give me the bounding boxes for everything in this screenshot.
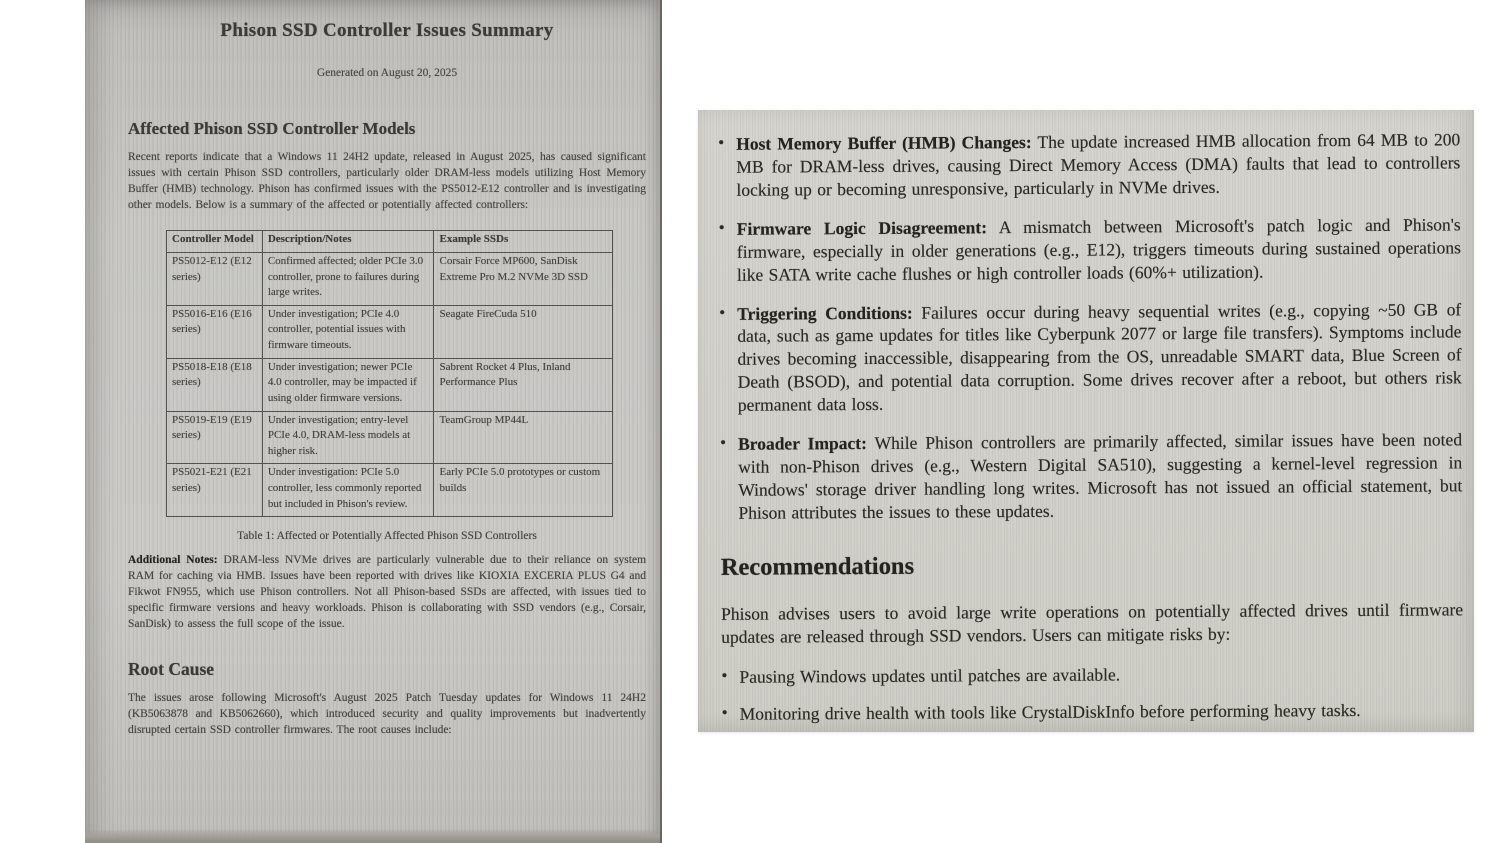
recommendations-intro: Phison advises users to avoid large write operations on potentially affected drives until firmware updates are released through SSD vendors. Users can mitigate risks by: — [721, 599, 1464, 647]
recommendation-text: Monitoring drive health with tools like CrystalDiskInfo before performing heavy tasks. — [739, 700, 1361, 724]
root-cause-intro: The issues arose following Microsoft's August 2025 Patch Tuesday updates for Windows 11 24H2 (KB5063878 and KB5062660), which introduced security and quality improvements but inadvertently disrupted certain SSD controller firmwares. The root causes include: — [128, 692, 646, 737]
bullet-firmware-logic — [719, 213, 1461, 286]
recommendations-heading: Recommendations — [720, 552, 915, 581]
cell-description: Under investigation: PCIe 5.0 controller, less commonly reported but included in Phison's review. — [262, 464, 434, 517]
generated-date: Generated on August 20, 2025 — [316, 67, 458, 79]
bullet-icon: • — [721, 703, 728, 723]
cell-model: PS5012-E12 (E12 series) — [167, 253, 263, 306]
bullet-text: While Phison controllers are primarily affected, similar issues have been noted with non-Phison drives (e.g., Western Digital SA510), suggesting a kernel-level regression in Windows' storage driver handling long writes. Microsoft has not issued an official statement, but Phison attributes the issues to these updates. — [738, 429, 1463, 523]
cell-model: PS5016-E16 (E16 series) — [167, 305, 263, 358]
bullet-label: Firmware Logic Disagreement: — [736, 217, 988, 239]
cell-example-ssds: Seagate FireCuda 510 — [434, 305, 613, 358]
cell-description: Under investigation; PCIe 4.0 controller, potential issues with firmware timeouts. — [262, 305, 434, 358]
report-panel-right — [698, 110, 1474, 732]
cell-example-ssds: Sabrent Rocket 4 Plus, Inland Performance Plus — [434, 358, 613, 411]
table-row — [167, 464, 613, 517]
report-page-left — [85, 0, 662, 843]
cell-example-ssds: TeamGroup MP44L — [434, 411, 613, 464]
report-panel-right-content — [698, 105, 1478, 726]
cell-model: PS5019-E19 (E19 series) — [167, 411, 263, 464]
table-row — [167, 358, 613, 411]
bullet-broader-impact — [720, 428, 1463, 524]
bullet-label: Host Memory Buffer (HMB) Changes: — [736, 131, 1032, 154]
affected-models-intro: Recent reports indicate that a Windows 11 24H2 update, released in August 2025, has caused significant issues with certain Phison SSD controllers, particularly older DRAM-less models utilizing Host Memory Buffer (HMB) technology. Phison has confirmed issues with the PS5012-E12 controller and is investigating other models. Below is a summary of the affected or potentially affected controllers: — [128, 151, 646, 211]
bullet-hmb-changes — [718, 128, 1460, 201]
bullet-icon: • — [718, 217, 725, 237]
affected-models-heading: Affected Phison SSD Controller Models — [128, 119, 416, 138]
table-row — [167, 411, 613, 464]
table-caption: Table 1: Affected or Potentially Affected Phison SSD Controllers — [237, 530, 537, 543]
page-edge-shadow — [85, 830, 660, 843]
bullet-text: A mismatch between Microsoft's patch logic and Phison's firmware, especially in older generations (e.g., E12), triggers timeouts during sustained operations like SATA write cache flushes or high controller loads (60%+ utilization). — [736, 214, 1461, 285]
bullet-icon: • — [719, 432, 727, 453]
cell-description: Under investigation; newer PCIe 4.0 controller, may be impacted if using older firmware versions. — [262, 358, 434, 411]
bullet-label: Broader Impact: — [737, 433, 867, 454]
recommendation-item-monitor-health — [722, 699, 1464, 726]
controllers-table-body — [167, 253, 613, 517]
bullet-text: Failures occur during heavy sequential writes (e.g., copying ~50 GB of data, such as game updates for titles like Cyberpunk 2077 or large file transfers). Symptoms include drives becoming inaccessible, disappearing from the OS, unreadable SMART data, Blue Screen of Death (BSOD), and potential data corruption. Some drives recover after a reboot, but others risk permanent data loss. — [737, 298, 1462, 415]
cell-example-ssds: Early PCIe 5.0 prototypes or custom builds — [434, 464, 613, 517]
cell-description: Under investigation; entry-level PCIe 4.0, DRAM-less models at higher risk. — [262, 411, 434, 464]
header-example-ssds: Example SSDs — [434, 231, 613, 253]
controllers-table-head — [167, 231, 613, 253]
recommendation-item-pause-updates — [721, 662, 1463, 689]
bullet-icon: • — [718, 132, 725, 152]
table-header-row — [167, 231, 613, 253]
additional-notes — [128, 553, 646, 632]
recommendation-text: Pausing Windows updates until patches are available. — [739, 664, 1121, 688]
additional-notes-label: Additional Notes: — [128, 554, 218, 567]
cell-description: Confirmed affected; older PCIe 3.0 controller, prone to failures during large writes. — [262, 253, 434, 306]
controllers-table — [166, 230, 613, 517]
root-cause-heading: Root Cause — [128, 659, 215, 680]
bullet-icon: • — [721, 666, 728, 686]
bullet-icon: • — [719, 302, 726, 322]
cell-model: PS5021-E21 (E21 series) — [167, 464, 263, 517]
report-page-left-content — [85, 0, 660, 739]
cell-model: PS5018-E18 (E18 series) — [167, 358, 263, 411]
document-title: Phison SSD Controller Issues Summary — [220, 20, 554, 41]
table-row — [167, 253, 613, 306]
cell-example-ssds: Corsair Force MP600, SanDisk Extreme Pro M.2 NVMe 3D SSD — [434, 253, 613, 306]
bullet-triggering-conditions — [719, 298, 1462, 417]
additional-notes-text: DRAM-less NVMe drives are particularly vulnerable due to their reliance on system RAM for caching via HMB. Issues have been reported with drives like KIOXIA EXCERIA PLUS G4 and Fikwot FN955, which use Phison controllers. Not all Phison-based SSDs are affected, with issues tied to specific firmware versions and heavy workloads. Phison is collaborating with SSD vendors (e.g., Corsair, SanDisk) to assess the full scope of the issue. — [128, 554, 647, 630]
table-row — [167, 305, 613, 358]
bullet-text: The update increased HMB allocation from 64 MB to 200 MB for DRAM-less drives, causing Direct Memory Access (DMA) faults that lead to controllers locking up or becoming unresponsive, particularly in NVMe drives. — [736, 129, 1461, 200]
bullet-label: Triggering Conditions: — [737, 302, 913, 324]
header-controller-model: Controller Model — [167, 231, 263, 253]
header-description-notes: Description/Notes — [262, 231, 434, 253]
